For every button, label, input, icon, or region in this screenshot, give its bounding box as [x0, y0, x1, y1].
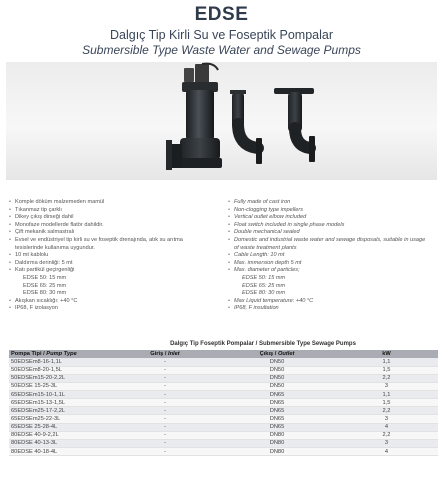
kw-cell: 2,2 [335, 407, 438, 415]
table-row [9, 423, 438, 431]
kw-cell: 3 [335, 439, 438, 447]
table-row [9, 358, 438, 366]
feature-item: • Max. immersion depth 5 mt [228, 260, 438, 268]
feature-item: EDSE 80: 30 mm [242, 290, 286, 297]
outlet-cell: DN80 [219, 448, 335, 456]
outlet-elbow [230, 90, 262, 164]
inlet-cell: - [111, 391, 219, 399]
outlet-cell: DN50 [219, 382, 335, 390]
kw-cell: 2,2 [335, 431, 438, 439]
pump-type-cell: 50EDSEm15-20-2,2L [9, 374, 111, 382]
feature-item: of waste treatment plants [234, 244, 297, 251]
feature-item: • Float switch included in single phase models [228, 222, 438, 230]
feature-item: • IP68, F insultation [228, 305, 438, 313]
feature-item: • Vertical outlet elbow included [228, 214, 438, 222]
feature-item: • Cable Length: 10 mt [228, 252, 438, 260]
table-header-row [9, 350, 438, 358]
feature-item: • Katı partikül geçirgenliği [9, 267, 214, 275]
outlet-cell: DN50 [219, 366, 335, 374]
outlet-cell: DN50 [219, 374, 335, 382]
page-title: EDSE [194, 4, 249, 25]
col-kw: kW [335, 350, 438, 358]
feature-item: EDSE 50: 15 mm [242, 274, 286, 281]
feature-item: • IP68, F izolasyon [9, 305, 214, 313]
feature-item: • Monofaze modellerde flatör dahildir. [9, 222, 214, 230]
table-row [9, 374, 438, 382]
pump-type-cell: 65EDSEm25-17-2,2L [9, 407, 111, 415]
table-row [9, 415, 438, 423]
col-pump-type: Pompa Tipi / Pump Type [9, 350, 111, 358]
outlet-cell: DN65 [219, 407, 335, 415]
table-row [9, 399, 438, 407]
feature-item: EDSE 50: 15 mm [23, 274, 67, 281]
outlet-cell: DN80 [219, 439, 335, 447]
feature-item: tesislerinde kullanıma uygundur. [15, 244, 95, 251]
kw-cell: 4 [335, 448, 438, 456]
inlet-cell: - [111, 399, 219, 407]
feature-item: EDSE 65: 25 mm [23, 282, 67, 289]
inlet-cell: - [111, 439, 219, 447]
pump-type-cell: 65EDSEm15-10-1,1L [9, 391, 111, 399]
table-row [9, 391, 438, 399]
kw-cell: 2,2 [335, 374, 438, 382]
pump-type-cell: 65EDSEm25-22-3L [9, 415, 111, 423]
feature-item: • Akışkan sıcaklığı: +40 °C [9, 298, 214, 306]
kw-cell: 1,5 [335, 399, 438, 407]
feature-item: • Komple döküm malzemeden mamül [9, 199, 214, 207]
feature-item: • Domestic and industrial waste water and sewage disposals, suitable in usage [228, 237, 438, 245]
feature-item: • Evsel ve endüstriyel tip kirli su ve foseptik drenajında, atık su arıtma [9, 237, 214, 245]
inlet-cell: - [111, 366, 219, 374]
product-photo [6, 62, 437, 180]
pump-type-cell: 80EDSE 40-13-3L [9, 439, 111, 447]
feature-item: • Max Liquid temperature: +40 °C [228, 298, 438, 306]
kw-cell: 1,1 [335, 391, 438, 399]
table-row [9, 366, 438, 374]
pump-type-cell: 50EDSEm8-20-1,5L [9, 366, 111, 374]
outlet-cell: DN80 [219, 431, 335, 439]
table-row [9, 431, 438, 439]
kw-cell: 3 [335, 415, 438, 423]
col-inlet: Giriş / Inlet [111, 350, 219, 358]
pump-type-cell: 80EDSE 40-9-2,2L [9, 431, 111, 439]
features-english [228, 199, 438, 313]
subtitle-turkish: Dalgıç Tip Kirli Su ve Foseptik Pompalar [109, 28, 333, 42]
feature-item: • 10 mt kablolu [9, 252, 214, 260]
feature-item: EDSE 65: 25 mm [242, 282, 286, 289]
feature-item: • Çift mekanik salmastralı [9, 229, 214, 237]
outlet-cell: DN65 [219, 391, 335, 399]
table-row [9, 407, 438, 415]
kw-cell: 1,5 [335, 366, 438, 374]
features-turkish [9, 199, 214, 313]
pump-body [166, 64, 222, 170]
kw-cell: 4 [335, 423, 438, 431]
pump-type-cell: 80EDSE 40-18-4L [9, 448, 111, 456]
inlet-cell: - [111, 431, 219, 439]
outlet-cell: DN65 [219, 415, 335, 423]
col-outlet: Çıkış / Outlet [219, 350, 335, 358]
feature-item: • Daldırma derinliği: 5 mt [9, 260, 214, 268]
kw-cell: 1,1 [335, 358, 438, 366]
feature-item: EDSE 80: 30 mm [23, 290, 67, 297]
inlet-cell: - [111, 358, 219, 366]
inlet-cell: - [111, 448, 219, 456]
feature-item: • Max. diameter of particles; [228, 267, 438, 275]
pump-type-cell: 50EDSE 15-25-3L [9, 382, 111, 390]
inlet-cell: - [111, 382, 219, 390]
outlet-cell: DN65 [219, 399, 335, 407]
pump-type-cell: 65EDSE 25-28-4L [9, 423, 111, 431]
table-row [9, 448, 438, 456]
feature-item: • Fully made of cast iron [228, 199, 438, 207]
outlet-elbow-flanged [274, 88, 315, 162]
feature-item: • Tıkanmaz tip çarklı [9, 207, 214, 215]
pump-type-cell: 50EDSEm8-16-1,1L [9, 358, 111, 366]
feature-item: • Double mechanical sealed [228, 229, 438, 237]
feature-item: • Dikey çıkış dirseği dahil [9, 214, 214, 222]
feature-item: • Non-clogging type impellers [228, 207, 438, 215]
inlet-cell: - [111, 407, 219, 415]
inlet-cell: - [111, 374, 219, 382]
table-row [9, 439, 438, 447]
pump-type-cell: 65EDSEm15-13-1,5L [9, 399, 111, 407]
outlet-cell: DN50 [219, 358, 335, 366]
pump-image [6, 62, 437, 180]
kw-cell: 3 [335, 382, 438, 390]
table-row [9, 382, 438, 390]
table-title: Dalgıç Tip Foseptik Pompalar / Submersible Type Sewage Pumps [170, 341, 356, 347]
subtitle-english: Submersible Type Waste Water and Sewage Pumps [82, 43, 361, 57]
inlet-cell: - [111, 415, 219, 423]
inlet-cell: - [111, 423, 219, 431]
pump-table [9, 350, 438, 456]
outlet-cell: DN65 [219, 423, 335, 431]
